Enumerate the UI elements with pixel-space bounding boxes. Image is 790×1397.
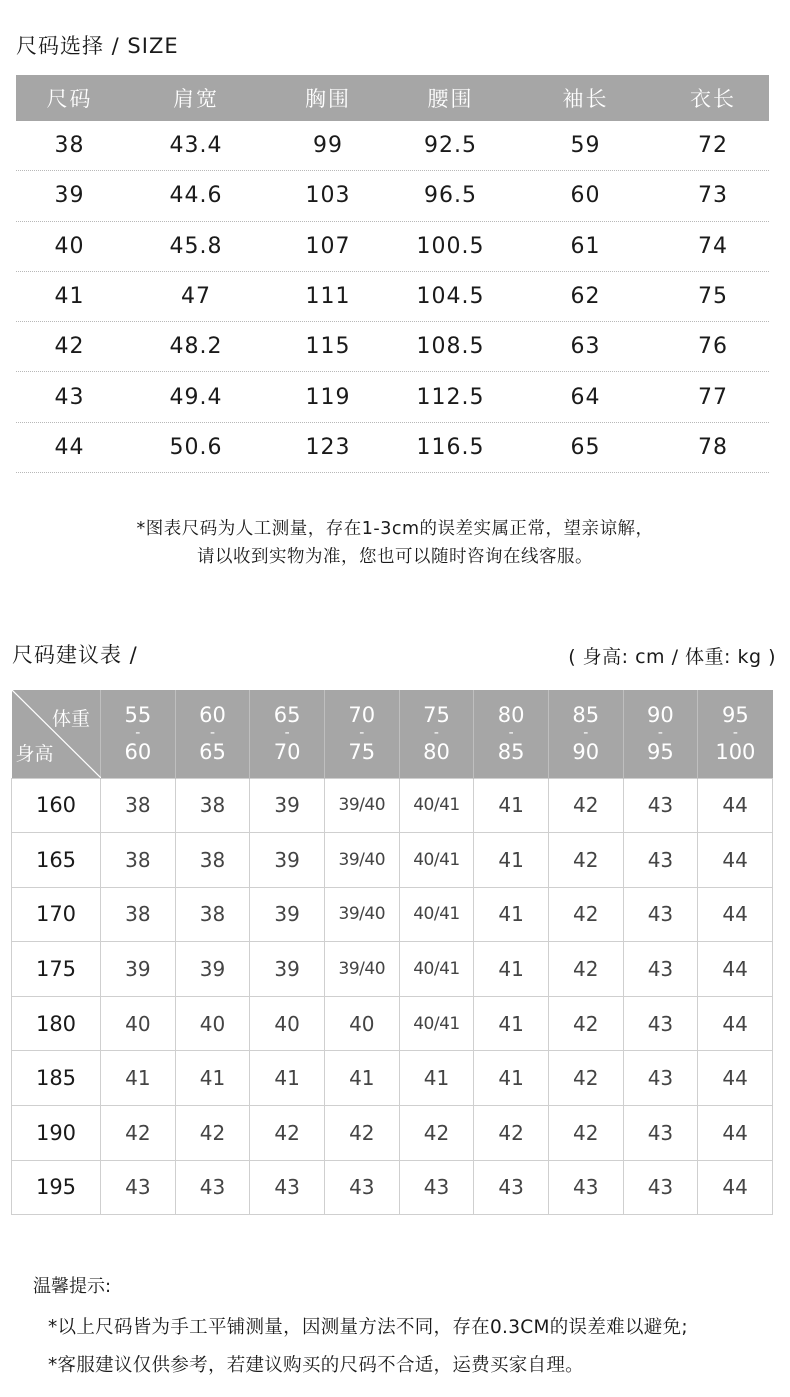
table-row — [16, 121, 769, 171]
table-row — [12, 1160, 773, 1215]
size-cell: 42 — [324, 1106, 399, 1161]
table-cell: 61 — [570, 233, 601, 259]
table-row — [16, 322, 769, 372]
weight-range-header — [698, 690, 773, 778]
height-cell: 160 — [12, 778, 101, 833]
weight-range-to: 95 — [647, 739, 674, 764]
size-table-body — [16, 121, 769, 473]
table-row — [12, 1106, 773, 1161]
size-cell: 39 — [250, 942, 325, 997]
size-table-header — [16, 75, 769, 121]
weight-range-dash: - — [657, 724, 663, 741]
size-cell: 42 — [548, 1051, 623, 1106]
size-cell: 39 — [250, 778, 325, 833]
height-cell: 175 — [12, 942, 101, 997]
weight-range — [325, 702, 399, 764]
size-cell: 41 — [474, 778, 549, 833]
table-cell: 115 — [305, 334, 351, 360]
size-cell: 44 — [698, 887, 773, 942]
size-cell: 41 — [474, 942, 549, 997]
weight-range-dash: - — [583, 724, 589, 741]
tip-line-1: *以上尺码皆为手工平铺测量，因测量方法不同，存在0.3CM的误差难以避免; — [48, 1317, 688, 1338]
table-cell: 111 — [305, 284, 351, 310]
size-cell: 44 — [698, 942, 773, 997]
size-cell: 42 — [548, 942, 623, 997]
table-cell: 38 — [54, 133, 85, 159]
weight-range-from: 80 — [497, 702, 525, 727]
size-cell: 42 — [548, 996, 623, 1051]
size-section-title: 尺码选择 / SIZE — [16, 34, 179, 58]
size-note-line-2: 请以收到实物为准，您也可以随时咨询在线客服。 — [197, 547, 593, 567]
table-cell: 40 — [54, 233, 85, 259]
table-row — [12, 942, 773, 997]
size-cell: 43 — [623, 1106, 698, 1161]
column-header-size: 尺码 — [46, 87, 93, 111]
table-cell: 47 — [181, 284, 211, 310]
weight-range-to: 85 — [497, 739, 525, 764]
size-cell: 42 — [548, 833, 623, 888]
column-header-shoulder: 肩宽 — [173, 87, 219, 111]
weight-range — [624, 702, 698, 764]
height-cell: 170 — [12, 887, 101, 942]
table-cell: 39 — [54, 183, 85, 209]
weight-range-to: 100 — [715, 739, 756, 764]
size-cell: 44 — [698, 1106, 773, 1161]
table-cell: 103 — [305, 183, 351, 209]
size-cell: 39 — [175, 942, 250, 997]
table-cell: 100.5 — [416, 233, 485, 259]
table-row — [12, 833, 773, 888]
size-cell: 39 — [101, 942, 176, 997]
size-cell: 44 — [698, 1051, 773, 1106]
weight-range-to: 80 — [423, 739, 450, 764]
size-cell: 43 — [623, 942, 698, 997]
weight-range-to: 60 — [124, 739, 152, 764]
tip-line-2: *客服建议仅供参考，若建议购买的尺码不合适，运费买家自理。 — [48, 1355, 584, 1376]
size-cell: 38 — [175, 887, 250, 942]
table-cell: 74 — [698, 233, 728, 259]
table-cell: 116.5 — [416, 434, 485, 460]
height-cell: 195 — [12, 1160, 101, 1215]
size-cell: 43 — [623, 1160, 698, 1215]
table-row — [16, 222, 769, 272]
size-note-line-1: *图表尺码为人工测量，存在1-3cm的误差实属正常，望亲谅解， — [136, 519, 654, 539]
size-cell: 40/41 — [399, 778, 474, 833]
size-cell: 42 — [250, 1106, 325, 1161]
size-cell: 42 — [548, 778, 623, 833]
column-header-chest: 胸围 — [305, 87, 351, 111]
table-cell: 78 — [698, 434, 728, 460]
size-cell: 43 — [101, 1160, 176, 1215]
table-cell: 48.2 — [169, 334, 223, 360]
size-cell: 39/40 — [324, 833, 399, 888]
table-row — [16, 372, 769, 422]
table-row — [12, 887, 773, 942]
table-row — [16, 272, 769, 322]
weight-range-dash: - — [359, 724, 365, 741]
size-cell: 43 — [175, 1160, 250, 1215]
size-cell: 42 — [399, 1106, 474, 1161]
weight-range-dash: - — [135, 724, 141, 741]
size-cell: 39/40 — [324, 887, 399, 942]
size-cell: 44 — [698, 996, 773, 1051]
size-cell: 39 — [250, 887, 325, 942]
table-row — [12, 1051, 773, 1106]
size-cell: 42 — [474, 1106, 549, 1161]
unit-label: ( 身高: cm / 体重: kg ) — [568, 646, 776, 668]
table-cell: 49.4 — [169, 384, 223, 410]
weight-range-to: 70 — [273, 739, 301, 764]
table-cell: 62 — [570, 284, 601, 310]
weight-range — [250, 702, 324, 764]
recommend-table — [11, 690, 773, 1215]
table-cell: 64 — [570, 384, 601, 410]
size-cell: 38 — [175, 778, 250, 833]
recommend-table-body — [12, 778, 773, 1215]
weight-range-dash: - — [209, 724, 216, 741]
size-cell: 41 — [250, 1051, 325, 1106]
size-cell: 41 — [399, 1051, 474, 1106]
column-header-sleeve: 袖长 — [562, 87, 609, 111]
size-cell: 38 — [101, 887, 176, 942]
table-cell: 45.8 — [169, 233, 223, 259]
size-cell: 43 — [250, 1160, 325, 1215]
size-cell: 42 — [548, 1106, 623, 1161]
size-cell: 40/41 — [399, 887, 474, 942]
table-cell: 123 — [305, 434, 351, 460]
recommend-table-header — [12, 690, 773, 778]
size-cell: 40 — [250, 996, 325, 1051]
height-cell: 165 — [12, 833, 101, 888]
table-cell: 63 — [570, 334, 601, 360]
column-header-waist: 腰围 — [427, 87, 474, 111]
weight-range-dash: - — [732, 724, 738, 741]
recommend-section-title: 尺码建议表 / — [12, 643, 138, 667]
size-cell: 43 — [623, 887, 698, 942]
size-cell: 40 — [324, 996, 399, 1051]
weight-range — [101, 702, 175, 764]
table-row — [16, 171, 769, 221]
weight-range-from: 85 — [572, 702, 600, 727]
size-cell: 41 — [474, 833, 549, 888]
table-cell: 119 — [305, 384, 351, 410]
size-cell: 40 — [101, 996, 176, 1051]
weight-range-header — [548, 690, 623, 778]
size-cell: 41 — [474, 887, 549, 942]
table-cell: 42 — [54, 334, 85, 360]
weight-range-header — [324, 690, 399, 778]
weight-range — [474, 702, 548, 764]
weight-range-header — [623, 690, 698, 778]
table-row — [12, 778, 773, 833]
table-cell: 73 — [698, 183, 728, 209]
size-cell: 41 — [474, 1051, 549, 1106]
table-cell: 59 — [570, 133, 601, 159]
corner-cell — [12, 690, 101, 778]
size-cell: 42 — [175, 1106, 250, 1161]
corner-height-label: 身高 — [15, 742, 54, 765]
size-cell: 41 — [175, 1051, 250, 1106]
table-cell: 99 — [313, 133, 343, 159]
table-cell: 50.6 — [169, 434, 223, 460]
table-cell: 92.5 — [424, 133, 477, 159]
weight-range-to: 90 — [572, 739, 600, 764]
table-cell: 65 — [570, 434, 601, 460]
column-header-length: 衣长 — [690, 87, 736, 111]
size-cell: 43 — [623, 1051, 698, 1106]
table-cell: 41 — [54, 284, 85, 310]
table-cell: 76 — [698, 334, 728, 360]
size-cell: 39 — [250, 833, 325, 888]
size-cell: 40/41 — [399, 833, 474, 888]
weight-range-header — [474, 690, 549, 778]
table-cell: 75 — [698, 284, 728, 310]
table-cell: 43 — [54, 384, 85, 410]
size-cell: 43 — [324, 1160, 399, 1215]
weight-range-from: 70 — [348, 702, 376, 727]
size-cell: 39/40 — [324, 778, 399, 833]
table-cell: 112.5 — [416, 384, 485, 410]
weight-range-header — [175, 690, 250, 778]
size-cell: 43 — [623, 996, 698, 1051]
size-cell: 38 — [101, 778, 176, 833]
size-cell: 44 — [698, 1160, 773, 1215]
weight-range — [549, 702, 623, 764]
size-cell: 43 — [474, 1160, 549, 1215]
table-cell: 108.5 — [416, 334, 485, 360]
weight-range-dash: - — [284, 724, 290, 741]
table-cell: 60 — [570, 183, 601, 209]
weight-range-header — [101, 690, 176, 778]
table-cell: 44 — [54, 434, 85, 460]
weight-range-from: 55 — [124, 702, 152, 727]
table-row — [12, 996, 773, 1051]
size-cell: 40/41 — [399, 942, 474, 997]
size-cell: 39/40 — [324, 942, 399, 997]
size-cell: 40/41 — [399, 996, 474, 1051]
weight-range-header — [250, 690, 325, 778]
weight-range-to: 65 — [199, 739, 226, 764]
table-cell: 43.4 — [169, 133, 223, 159]
tips-title: 温馨提示: — [33, 1276, 112, 1297]
table-cell: 77 — [698, 384, 728, 410]
size-cell: 43 — [623, 833, 698, 888]
weight-range — [698, 702, 772, 764]
size-cell: 40 — [175, 996, 250, 1051]
size-cell: 43 — [623, 778, 698, 833]
size-cell: 42 — [101, 1106, 176, 1161]
height-cell: 185 — [12, 1051, 101, 1106]
weight-range-from: 65 — [273, 702, 301, 727]
table-cell: 96.5 — [424, 183, 477, 209]
table-cell: 72 — [698, 133, 728, 159]
weight-range-header — [399, 690, 474, 778]
table-cell: 107 — [305, 233, 351, 259]
corner-weight-label: 体重 — [51, 708, 90, 730]
height-cell: 180 — [12, 996, 101, 1051]
size-cell: 41 — [474, 996, 549, 1051]
weight-range — [400, 702, 474, 764]
weight-range-from: 95 — [722, 702, 749, 727]
weight-range-dash: - — [508, 724, 514, 741]
weight-range — [176, 702, 250, 764]
weight-range-from: 60 — [199, 702, 226, 727]
size-cell: 43 — [548, 1160, 623, 1215]
size-cell: 42 — [548, 887, 623, 942]
table-cell: 44.6 — [169, 183, 223, 209]
size-cell: 41 — [101, 1051, 176, 1106]
size-cell: 41 — [324, 1051, 399, 1106]
table-row — [16, 423, 769, 473]
size-table — [16, 75, 769, 473]
size-cell: 44 — [698, 778, 773, 833]
size-cell: 38 — [175, 833, 250, 888]
size-cell: 44 — [698, 833, 773, 888]
height-cell: 190 — [12, 1106, 101, 1161]
weight-range-dash: - — [433, 724, 439, 741]
weight-range-from: 75 — [423, 702, 450, 727]
table-cell: 104.5 — [416, 284, 485, 310]
size-cell: 38 — [101, 833, 176, 888]
size-cell: 43 — [399, 1160, 474, 1215]
weight-range-from: 90 — [647, 702, 674, 727]
weight-range-to: 75 — [348, 739, 376, 764]
